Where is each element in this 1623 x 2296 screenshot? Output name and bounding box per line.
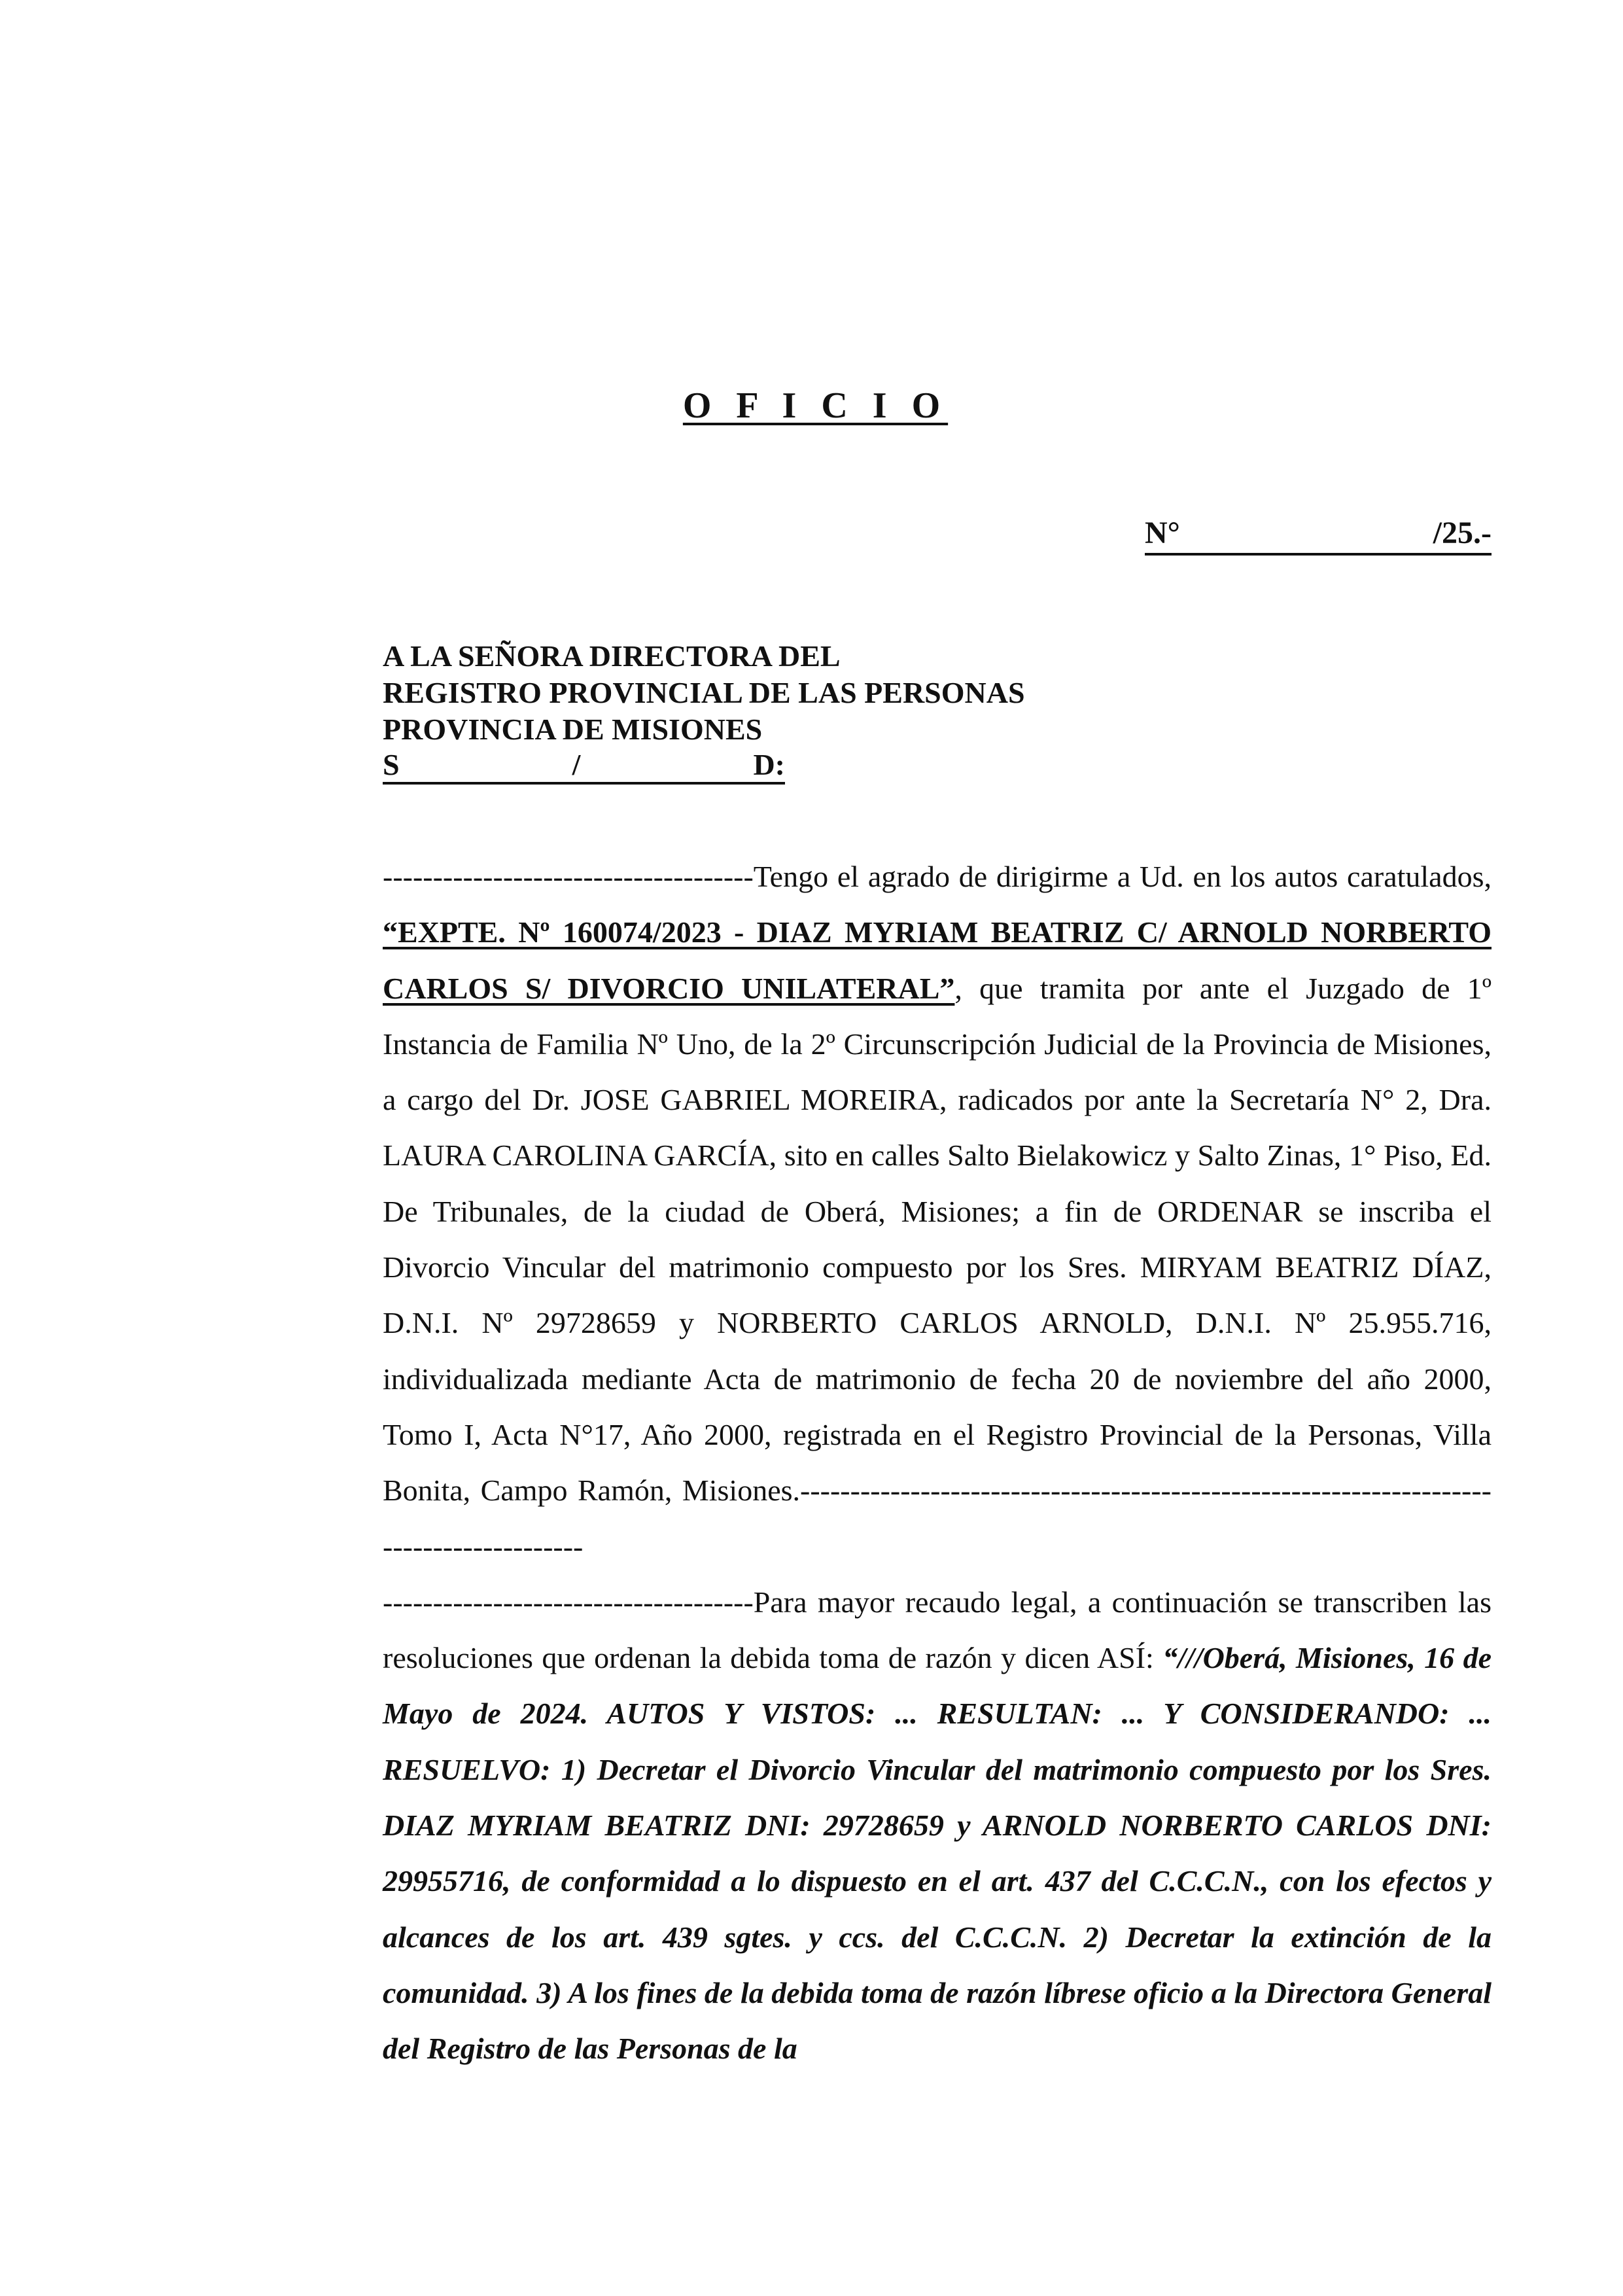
addressee-block <box>383 638 1495 785</box>
request-body: , que tramita por ante el Juzgado de 1º Instancia de Familia Nº Uno, de la 2º Circunscripción Judicial de la Provincia de Misiones, a cargo del Dr. JOSE GABRIEL MOREIRA, radicados por ante la Secretaría N° 2, Dra. LAURA CAROLINA GARCÍA, sito en calles Salto Bielakowicz y Salto Zinas, 1° Piso, Ed. De Tribunales, de la ciudad de Oberá, Misiones; a fin de ORDENAR se inscriba el Divorcio Vincular del matrimonio compuesto por los Sres. MIRYAM BEATRIZ DÍAZ, D.N.I. Nº 29728659 y NORBERTO CARLOS ARNOLD, D.N.I. Nº 25.955.716, individualizada mediante Acta de matrimonio de fecha 20 de noviembre del año 2000, Tomo I, Acta N°17, Año 2000, registrada en el Registro Provincial de la Personas, Villa Bonita, Campo Ramón, Misiones. <box>383 971 1492 1508</box>
sd-line <box>383 748 785 785</box>
leading-dashes: ------------------------------------- <box>383 860 754 893</box>
paragraph-transcription <box>383 1574 1492 2077</box>
number-prefix: N° <box>1145 516 1180 550</box>
request-intro: Tengo el agrado de dirigirme a Ud. en los autos caratulados, <box>753 860 1492 893</box>
paragraph-request <box>383 849 1492 1574</box>
trailing-dashes: ----------------------------------------------------------------------------------------- <box>383 1474 1492 1563</box>
body-text <box>383 849 1492 2077</box>
number-suffix: /25.- <box>1433 516 1492 550</box>
addressee-line-2: REGISTRO PROVINCIAL DE LAS PERSONAS <box>383 676 1025 709</box>
resolution-quote: “///Oberá, Misiones, 16 de Mayo de 2024. AUTOS Y VISTOS: ... RESULTAN: ... Y CONSIDERANDO: ... RESUELVO: 1) Decretar el Divorcio Vincular del matrimonio compuesto por los Sres. DIAZ MYRIAM BEATRIZ DNI: 29728659 y ARNOLD NORBERTO CARLOS DNI: 29955716, de conformidad a lo dispuesto en el art. 437 del C.C.C.N., con los efectos y alcances de los art. 439 sgtes. y ccs. del C.C.C.N. 2) Decretar la extinción de la comunidad. 3) A los fines de la debida toma de razón líbrese oficio a la Directora General del Registro de las Personas de la <box>383 1641 1492 2066</box>
oficio-number-field <box>1145 514 1492 556</box>
sd-left: S <box>383 748 400 781</box>
addressee-line-1: A LA SEÑORA DIRECTORA DEL <box>383 639 841 673</box>
case-caption: “EXPTE. Nº 160074/2023 - DIAZ MYRIAM BEATRIZ C/ ARNOLD NORBERTO CARLOS S/ DIVORCIO UNILATERAL” <box>383 915 1492 1005</box>
sd-mid: / <box>572 748 581 781</box>
sd-right: D: <box>753 748 785 781</box>
transcription-intro: Para mayor recaudo legal, a continuación se transcriben las resoluciones que ordenan la debida toma de razón y dicen ASÍ: <box>383 1585 1492 1675</box>
document-title: O F I C I O <box>682 385 949 426</box>
leading-dashes-2: ------------------------------------- <box>383 1585 754 1619</box>
addressee-line-3: PROVINCIA DE MISIONES <box>383 713 763 746</box>
